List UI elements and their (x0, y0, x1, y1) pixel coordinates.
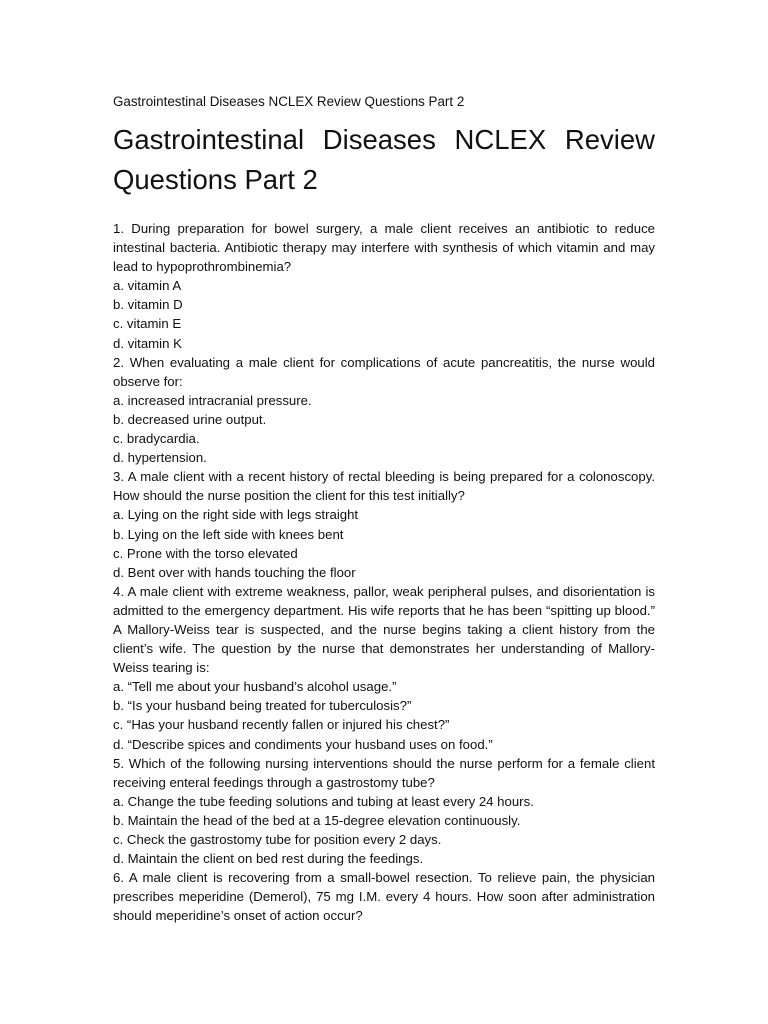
question-block (113, 868, 655, 925)
question-text: 4. A male client with extreme weakness, pallor, weak peripheral pulses, and disorientation is admitted to the emergency department. His wife reports that he has been “spitting up blood.” A Mallory-Weiss tear is suspected, and the nurse begins taking a client history from the client’s wife. The question by the nurse that demonstrates her understanding of Mallory-Weiss tearing is: (113, 583, 655, 676)
answer-option: b. vitamin D (113, 297, 183, 313)
question-text: 2. When evaluating a male client for complications of acute pancreatitis, the nurse would observe for: (113, 354, 655, 389)
answer-option: b. “Is your husband being treated for tuberculosis?” (113, 698, 412, 714)
question-text: 5. Which of the following nursing interventions should the nurse perform for a female client receiving enteral feedings through a gastrostomy tube? (113, 755, 655, 790)
document-title-line-2: Questions Part 2 (113, 164, 318, 195)
question-text: 6. A male client is recovering from a small-bowel resection. To relieve pain, the physician prescribes meperidine (Demerol), 75 mg I.M. every 4 hours. How soon after administration should meperidine’s onset of action occur? (113, 870, 655, 924)
answer-option: b. Lying on the left side with knees bent (113, 526, 344, 542)
answer-option: d. vitamin K (113, 335, 182, 351)
question-text: 3. A male client with a recent history of rectal bleeding is being prepared for a colonoscopy. How should the nurse position the client for this test initially? (113, 469, 655, 504)
answer-option: a. Lying on the right side with legs straight (113, 507, 359, 523)
answer-option: b. decreased urine output. (113, 411, 267, 427)
answer-option: d. “Describe spices and condiments your husband uses on food.” (113, 736, 493, 752)
answer-option: c. bradycardia. (113, 431, 200, 447)
answer-option: d. Maintain the client on bed rest during the feedings. (113, 851, 424, 867)
answer-option: a. vitamin A (113, 278, 182, 294)
question-block (113, 219, 655, 353)
question-block (113, 754, 655, 869)
answer-option: c. Check the gastrostomy tube for position every 2 days. (113, 832, 442, 847)
answer-option: a. increased intracranial pressure. (113, 392, 312, 408)
answer-option: c. Prone with the torso elevated (113, 545, 298, 561)
answer-option: a. Change the tube feeding solutions and tubing at least every 24 hours. (113, 793, 534, 809)
running-header: Gastrointestinal Diseases NCLEX Review Questions Part 2 (113, 94, 465, 109)
answer-option: d. hypertension. (113, 450, 207, 466)
answer-option: c. vitamin E (113, 316, 182, 332)
answer-option: c. “Has your husband recently fallen or injured his chest?” (113, 717, 450, 733)
answer-option: b. Maintain the head of the bed at a 15-degree elevation continuously. (113, 812, 521, 828)
document-title-line-1: Gastrointestinal Diseases NCLEX Review (113, 124, 655, 155)
answer-option: d. Bent over with hands touching the floor (113, 564, 356, 580)
question-list (113, 219, 655, 925)
question-block (113, 353, 655, 468)
question-block (113, 467, 655, 582)
document-page (113, 92, 655, 925)
answer-option: a. “Tell me about your husband’s alcohol usage.” (113, 679, 397, 695)
question-block (113, 582, 655, 754)
document-title (113, 120, 655, 200)
question-text: 1. During preparation for bowel surgery, a male client receives an antibiotic to reduce intestinal bacteria. Antibiotic therapy may interfere with synthesis of which vitamin and may lead to hypoprothrombinemia? (113, 221, 655, 275)
